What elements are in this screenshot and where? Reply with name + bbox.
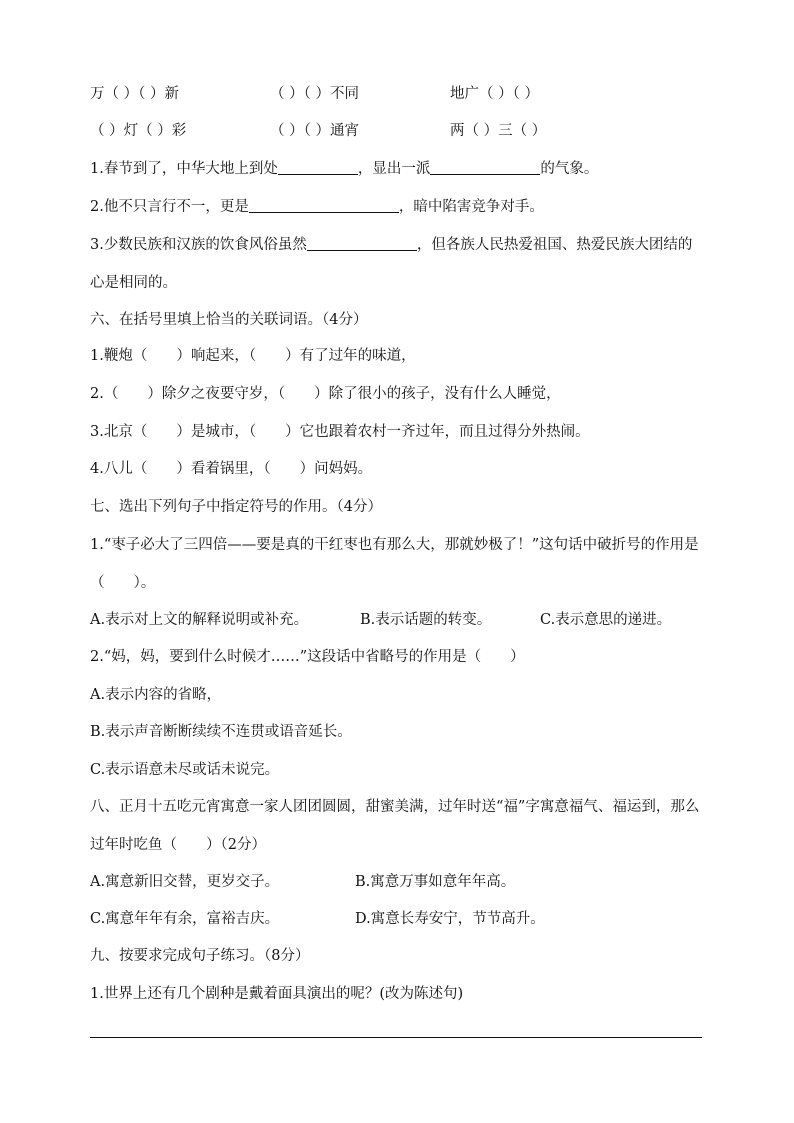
section-6-item: 3.北京（ ）是城市，（ ）它也跟着农村一齐过年，而且过得分外热闹。 — [90, 424, 590, 440]
option-b: B.表示声音断断续续不连贯或语音延长。 — [90, 724, 352, 740]
idiom-1: 万（ ）（ ）新 — [90, 86, 179, 102]
section-6-item: 4.八儿（ ）看着锅里，（ ）问妈妈。 — [90, 461, 373, 477]
idiom-5: （ ）（ ）通宵 — [270, 123, 359, 139]
option-b: B.表示话题的转变。 — [360, 612, 492, 628]
answer-blank[interactable] — [307, 236, 417, 251]
section-9-title: 九、按要求完成句子练习。（8分） — [90, 948, 310, 964]
answer-blank[interactable] — [430, 160, 540, 175]
section-7-question-1: 1.“枣子必大了三四倍——要是真的干红枣也有那么大，那就妙极了！”这句话中破折号的作用是（ ）。 — [90, 537, 699, 591]
section-6-item: 1.鞭炮（ ）响起来，（ ）有了过年的味道， — [90, 348, 416, 364]
section-7-title: 七、选出下列句子中指定符号的作用。（4分） — [90, 499, 382, 515]
option-c: C.表示语意未尽或话未说完。 — [90, 762, 280, 778]
section-8-question: 八、正月十五吃元宵寓意一家人团团圆圆，甜蜜美满，过年时送“福”字寓意福气、福运到，那么过年时吃鱼（ ）（2分） — [90, 799, 700, 853]
option-a: A.表示对上文的解释说明或补充。 — [90, 612, 309, 628]
option-a: A.寓意新旧交替，更岁交子。 — [90, 874, 280, 890]
idiom-3: 地广（ ）（ ） — [450, 86, 539, 102]
answer-blank[interactable] — [278, 160, 358, 175]
idiom-2: （ ）（ ）不同 — [270, 86, 359, 102]
section-7-question-2: 2.“妈，妈，要到什么时候才……”这段话中省略号的作用是（ ） — [90, 649, 525, 665]
option-c: C.表示意思的递进。 — [540, 612, 672, 628]
option-b: B.寓意万事如意年年高。 — [355, 874, 516, 890]
option-a: A.表示内容的省略， — [90, 687, 222, 703]
idiom-6: 两（ ）三（ ） — [450, 123, 547, 139]
option-c: C.寓意年年有余，富裕吉庆。 — [90, 911, 280, 927]
section-6-item: 2.（ ）除夕之夜要守岁，（ ）除了很小的孩子，没有什么人睡觉， — [90, 386, 561, 402]
fill-question-2: 2.他不只言行不一，更是 ，暗中陷害竞争对手。 — [90, 199, 544, 215]
option-d: D.寓意长寿安宁，节节高升。 — [355, 911, 545, 927]
idiom-4: （ ）灯（ ）彩 — [90, 123, 187, 139]
fill-question-3: 3.少数民族和汉族的饮食风俗虽然 ，但各族人民热爱祖国、热爱民族大团结的心是相同的。 — [90, 237, 693, 291]
fill-question-1: 1.春节到了，中华大地上到处 ，显出一派 的气象。 — [90, 161, 599, 177]
answer-line[interactable] — [90, 1037, 702, 1038]
section-6-title: 六、在括号里填上恰当的关联词语。（4分） — [90, 312, 368, 328]
section-9-question-1: 1.世界上还有几个剧种是戴着面具演出的呢？(改为陈述句) — [90, 986, 464, 1002]
answer-blank[interactable] — [249, 198, 399, 213]
